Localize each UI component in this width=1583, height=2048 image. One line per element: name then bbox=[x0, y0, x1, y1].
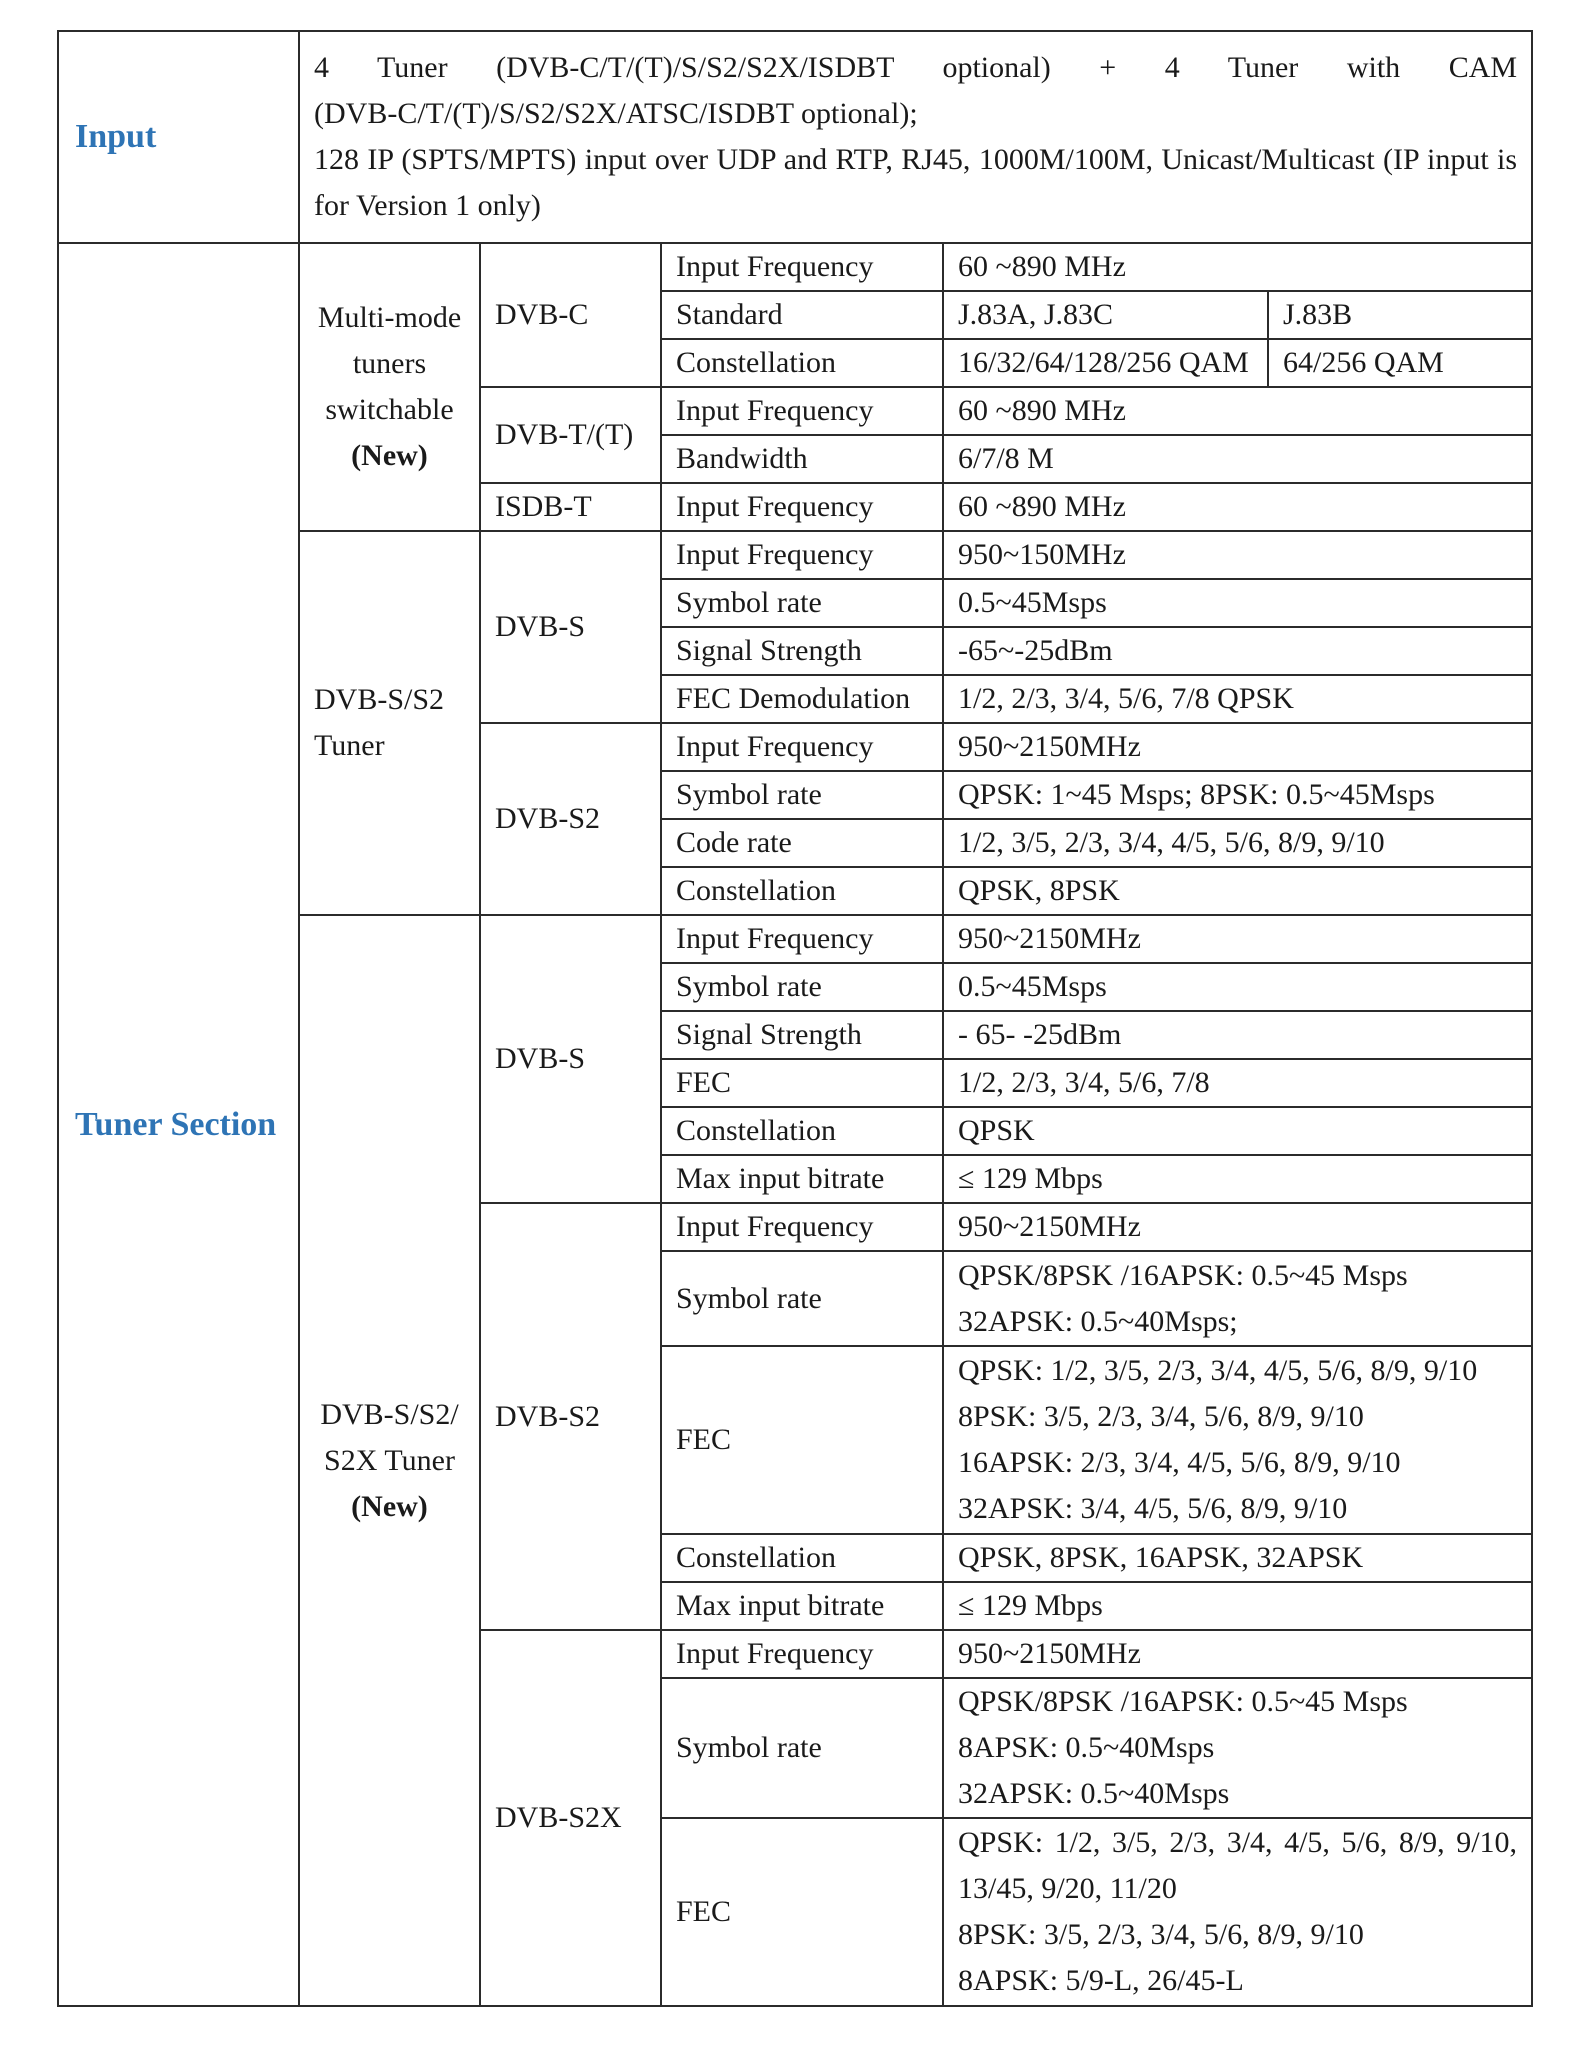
param-value: 950~2150MHz bbox=[943, 915, 1532, 963]
multimode-label-line: Multi-mode bbox=[317, 301, 462, 334]
param-label: Constellation bbox=[661, 1107, 943, 1155]
input-line-4: for Version 1 only) bbox=[314, 189, 541, 222]
input-row bbox=[58, 31, 1532, 243]
standard-name: DVB-S2 bbox=[480, 1203, 661, 1630]
tuner-label-line: S2X Tuner bbox=[324, 1443, 455, 1477]
spec-table bbox=[57, 30, 1533, 2007]
dvbs-s2-s2x-tuner-label bbox=[299, 915, 480, 2006]
multimode-label-line: switchable bbox=[325, 393, 454, 426]
param-label: Input Frequency bbox=[661, 915, 943, 963]
value-line: 13/45, 9/20, 11/20 bbox=[958, 1872, 1177, 1905]
param-label: Constellation bbox=[661, 339, 943, 387]
param-value: 950~150MHz bbox=[943, 531, 1532, 579]
param-label: Symbol rate bbox=[661, 963, 943, 1011]
param-label: Signal Strength bbox=[661, 627, 943, 675]
param-label: Symbol rate bbox=[661, 1251, 943, 1346]
tuner-section-header: Tuner Section bbox=[58, 243, 299, 2006]
param-label: Constellation bbox=[661, 1534, 943, 1582]
param-label: Bandwidth bbox=[661, 435, 943, 483]
param-value bbox=[943, 1346, 1532, 1534]
param-label: Symbol rate bbox=[661, 579, 943, 627]
value-line: QPSK: 1/2, 3/5, 2/3, 3/4, 4/5, 5/6, 8/9, 9/10, bbox=[958, 1826, 1518, 1859]
input-line-3: 128 IP (SPTS/MPTS) input over UDP and RTP, RJ45, 1000M/100M, Unicast/Multicast (IP input is bbox=[314, 143, 1518, 176]
param-value: 60 ~890 MHz bbox=[943, 483, 1532, 531]
param-label: Input Frequency bbox=[661, 483, 943, 531]
param-label: FEC Demodulation bbox=[661, 675, 943, 723]
value-line: 32APSK: 0.5~40Msps; bbox=[958, 1304, 1238, 1338]
table-row bbox=[58, 243, 1532, 291]
tuner-label-line: DVB-S/S2/ bbox=[320, 1397, 459, 1431]
dvbs-s2-tuner-label bbox=[299, 531, 480, 915]
multimode-tuner-label bbox=[299, 243, 480, 531]
standard-name: DVB-S2 bbox=[480, 723, 661, 915]
param-label: Constellation bbox=[661, 867, 943, 915]
standard-name: DVB-S bbox=[480, 915, 661, 1203]
param-value: J.83B bbox=[1268, 291, 1532, 339]
tuner-label-line: Tuner bbox=[314, 729, 385, 762]
param-value: QPSK bbox=[943, 1107, 1532, 1155]
param-value: 0.5~45Msps bbox=[943, 963, 1532, 1011]
standard-name: DVB-S bbox=[480, 531, 661, 723]
multimode-new-badge: (New) bbox=[351, 439, 428, 472]
param-value: 1/2, 2/3, 3/4, 5/6, 7/8 bbox=[943, 1059, 1532, 1107]
value-line: 8APSK: 5/9-L, 26/45-L bbox=[958, 1964, 1244, 1997]
param-value: 950~2150MHz bbox=[943, 723, 1532, 771]
param-label: Symbol rate bbox=[661, 771, 943, 819]
param-value bbox=[943, 1818, 1532, 2006]
value-line: 8PSK: 3/5, 2/3, 3/4, 5/6, 8/9, 9/10 bbox=[958, 1918, 1364, 1951]
param-label: Input Frequency bbox=[661, 1630, 943, 1678]
param-value: 0.5~45Msps bbox=[943, 579, 1532, 627]
tuner-label-line: DVB-S/S2 bbox=[314, 683, 445, 716]
input-section-header: Input bbox=[58, 31, 299, 243]
input-line-1: 4 Tuner (DVB-C/T/(T)/S/S2/S2X/ISDBT optional) + 4 Tuner with CAM bbox=[314, 51, 1518, 84]
value-line: 8APSK: 0.5~40Msps bbox=[958, 1731, 1215, 1764]
param-value: 64/256 QAM bbox=[1268, 339, 1532, 387]
param-label: Signal Strength bbox=[661, 1011, 943, 1059]
value-line: QPSK/8PSK /16APSK: 0.5~45 Msps bbox=[958, 1685, 1408, 1718]
param-value: QPSK, 8PSK bbox=[943, 867, 1532, 915]
standard-name: DVB-S2X bbox=[480, 1630, 661, 2006]
param-value: J.83A, J.83C bbox=[943, 291, 1268, 339]
tuner-new-badge: (New) bbox=[351, 1489, 428, 1523]
param-label: FEC bbox=[661, 1818, 943, 2006]
param-value: 1/2, 3/5, 2/3, 3/4, 4/5, 5/6, 8/9, 9/10 bbox=[943, 819, 1532, 867]
param-label: FEC bbox=[661, 1059, 943, 1107]
param-value: 950~2150MHz bbox=[943, 1203, 1532, 1251]
param-value: ≤ 129 Mbps bbox=[943, 1582, 1532, 1630]
value-line: QPSK/8PSK /16APSK: 0.5~45 Msps bbox=[958, 1258, 1408, 1292]
param-label: Input Frequency bbox=[661, 531, 943, 579]
param-value bbox=[943, 1678, 1532, 1818]
param-label: Input Frequency bbox=[661, 723, 943, 771]
param-value: 1/2, 2/3, 3/4, 5/6, 7/8 QPSK bbox=[943, 675, 1532, 723]
param-value: 16/32/64/128/256 QAM bbox=[943, 339, 1268, 387]
param-value: -65~-25dBm bbox=[943, 627, 1532, 675]
standard-name: DVB-T/(T) bbox=[480, 387, 661, 483]
param-value: QPSK, 8PSK, 16APSK, 32APSK bbox=[943, 1534, 1532, 1582]
param-label: Symbol rate bbox=[661, 1678, 943, 1818]
value-line: 16APSK: 2/3, 3/4, 4/5, 5/6, 8/9, 9/10 bbox=[958, 1446, 1401, 1479]
input-description bbox=[299, 31, 1532, 243]
standard-name: ISDB-T bbox=[480, 483, 661, 531]
param-value: QPSK: 1~45 Msps; 8PSK: 0.5~45Msps bbox=[943, 771, 1532, 819]
param-label: Input Frequency bbox=[661, 1203, 943, 1251]
value-line: 32APSK: 0.5~40Msps bbox=[958, 1777, 1230, 1810]
param-value: 60 ~890 MHz bbox=[943, 243, 1532, 291]
standard-name: DVB-C bbox=[480, 243, 661, 387]
param-label: Max input bitrate bbox=[661, 1582, 943, 1630]
value-line: QPSK: 1/2, 3/5, 2/3, 3/4, 4/5, 5/6, 8/9, 9/10 bbox=[958, 1354, 1478, 1387]
multimode-label-line: tuners bbox=[352, 347, 427, 380]
param-label: Input Frequency bbox=[661, 387, 943, 435]
param-value: 6/7/8 M bbox=[943, 435, 1532, 483]
param-value: 950~2150MHz bbox=[943, 1630, 1532, 1678]
input-line-2: (DVB-C/T/(T)/S/S2/S2X/ATSC/ISDBT optional); bbox=[314, 97, 918, 130]
param-value: - 65- -25dBm bbox=[943, 1011, 1532, 1059]
param-label: Max input bitrate bbox=[661, 1155, 943, 1203]
param-label: Input Frequency bbox=[661, 243, 943, 291]
param-label: Code rate bbox=[661, 819, 943, 867]
param-value: 60 ~890 MHz bbox=[943, 387, 1532, 435]
value-line: 32APSK: 3/4, 4/5, 5/6, 8/9, 9/10 bbox=[958, 1492, 1348, 1525]
value-line: 8PSK: 3/5, 2/3, 3/4, 5/6, 8/9, 9/10 bbox=[958, 1400, 1364, 1433]
param-label: FEC bbox=[661, 1346, 943, 1534]
param-value: ≤ 129 Mbps bbox=[943, 1155, 1532, 1203]
param-label: Standard bbox=[661, 291, 943, 339]
param-value bbox=[943, 1251, 1532, 1346]
